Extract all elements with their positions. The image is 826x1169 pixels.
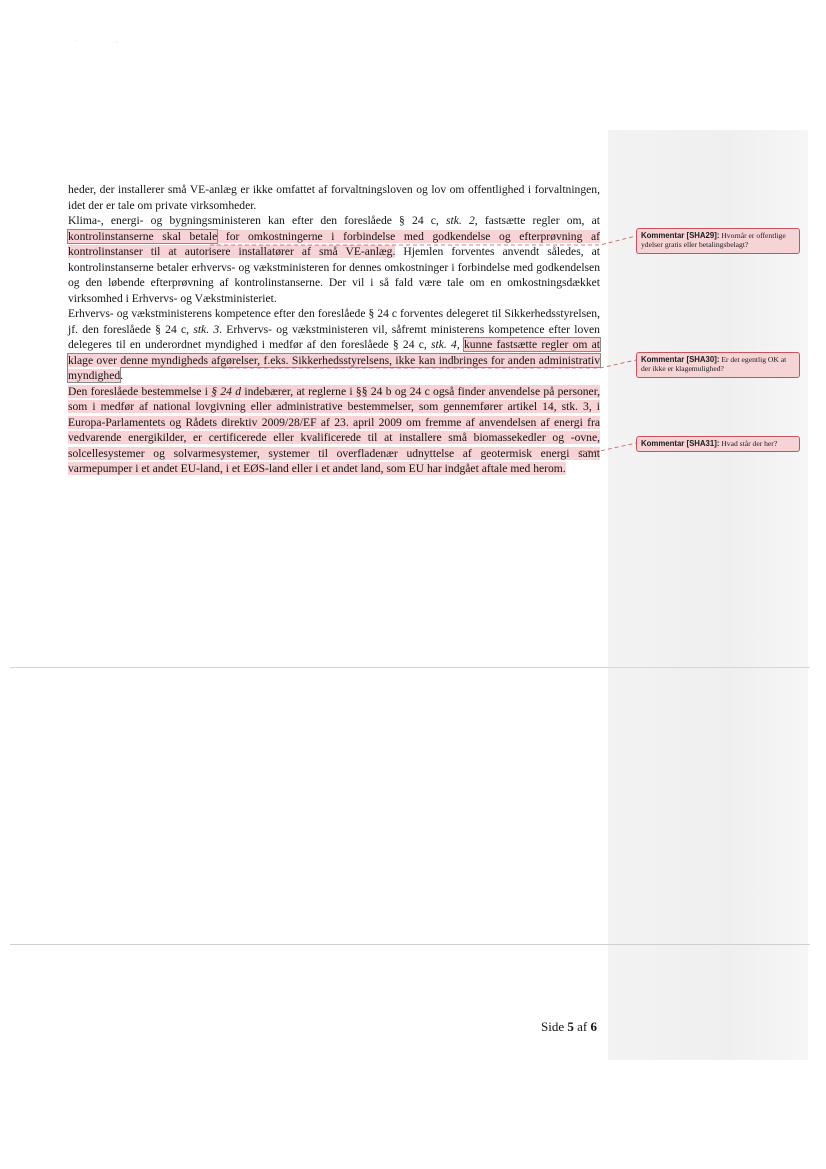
text-run-italic: stk. 2 xyxy=(446,214,475,227)
comment-balloon-sha30[interactable] xyxy=(636,352,800,378)
document-body xyxy=(68,182,600,477)
scan-line xyxy=(10,944,810,945)
commented-text[interactable]: indebærer, at reglerne i §§ 24 b og 24 c også finder anvendelse på personer, som i medfør af national lovgivning eller administrative bestemmelser, som gennemfører artikel 14, stk. 3, i Europa-Parlamentets og Rådets direktiv 2009/28/EF af 23. april 2009 om fremme af anvendelsen af energi fra vedvarende energikilder, er certificerede eller kvalificerede til at installere små biomassekedler og -ovne, solcellesystemer og solvarmesystemer, systemer til overfladenær udnyttelse af geotermisk energi samt varmepumper i et andet EU-land, i et EØS-land eller i et andet land, som EU har indgået aftale med herom. xyxy=(68,384,600,475)
comment-balloon-sha29[interactable] xyxy=(636,228,800,254)
text-run: , fastsætte regler om, at xyxy=(474,214,600,227)
text-run: . xyxy=(120,369,124,382)
text-run: , xyxy=(456,338,464,351)
commented-text-italic[interactable]: § 24 d xyxy=(211,384,242,398)
comment-text: Hvornår er offentlige ydelser gratis eller betalingsbelagt? xyxy=(641,231,786,250)
text-run-italic: stk. 4 xyxy=(431,338,457,351)
scan-line xyxy=(10,667,810,668)
page-number xyxy=(541,1019,597,1035)
comment-text: Hvad står der her? xyxy=(719,439,778,448)
paragraph-4 xyxy=(68,384,600,477)
text-run: Hjemlen forventes anvendt således, at kontrolinstanserne betaler erhvervs- og vækstministeren for dennes omkostninger i forbindelse med godkendelsen og den løbende efterprøvning af kontrolinstanserne. Der vil i så fald være tale om en omkostningsdækket virksomhed i Erhvervs- og Vækstministeriet. xyxy=(68,245,601,305)
scan-speck: · xyxy=(74,38,76,44)
comment-anchor-sha31[interactable]: Den foreslåede bestemmelse i xyxy=(68,384,212,398)
text-run: . Erhvervs- og vækstministeren vil, såfremt ministerens kompetence efter loven delegeres til en underordnet myndighed i medfør af den foreslåede § 24 c, xyxy=(68,322,600,351)
text-run: Klima-, energi- og bygningsministeren kan efter den foreslåede § 24 c, xyxy=(68,214,446,227)
total-pages: 6 xyxy=(590,1019,597,1034)
paragraph-1: heder, der installerer små VE-anlæg er ikke omfattet af forvaltningsloven og lov om offentlighed i forvaltningen, idet der er tale om private virksomheder. xyxy=(68,183,600,212)
comment-anchor-sha29[interactable]: kontrolinstanserne skal betale xyxy=(68,229,218,243)
comment-margin xyxy=(608,130,808,1060)
text-run: Erhvervs- og vækstministerens kompetence efter den foreslåede § 24 c forventes delegeret til Sikkerhedsstyrelsen, jf. den foreslåede § 24 c, xyxy=(68,307,600,336)
comment-anchor-sha30[interactable]: kunne fastsætte regler om at klage over denne myndigheds afgørelser, f.eks. Sikkerhedsstyrelsens, ikke kan indbringes for anden administrativ myndighed xyxy=(68,338,600,382)
comment-label: Kommentar [SHA30]: xyxy=(641,355,720,364)
scan-speck: · xyxy=(116,40,118,46)
page-number-prefix: Side xyxy=(541,1019,568,1034)
page-number-separator: af xyxy=(573,1019,591,1034)
comment-balloon-sha31[interactable] xyxy=(636,436,800,452)
paragraph-2 xyxy=(68,213,600,306)
comment-text: Er det egentlig OK at der ikke er klagemulighed? xyxy=(641,355,787,374)
paragraph-3 xyxy=(68,306,600,384)
text-run-italic: stk. 3 xyxy=(193,322,220,336)
commented-text[interactable]: for omkostningerne xyxy=(217,229,323,243)
comment-label: Kommentar [SHA31]: xyxy=(641,439,720,448)
commented-text[interactable]: i forbindelse med godkendelse og efterprøvning af kontrolinstanser til at autorisere installatører af små VE-anlæg. xyxy=(68,229,600,258)
comment-label: Kommentar [SHA29]: xyxy=(641,231,720,240)
current-page: 5 xyxy=(567,1019,574,1034)
